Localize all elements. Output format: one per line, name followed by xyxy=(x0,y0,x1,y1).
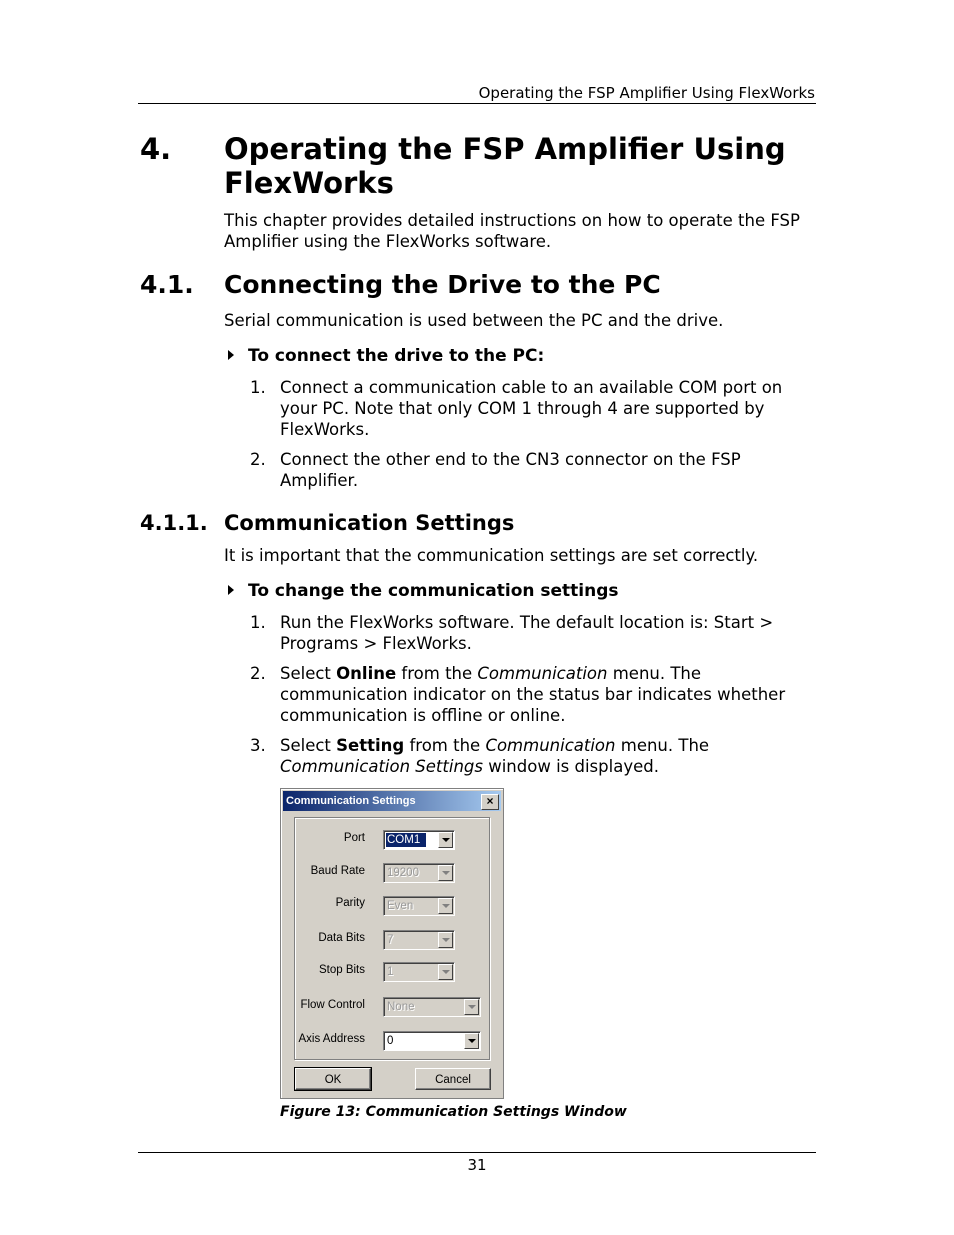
procedure-arrow-icon xyxy=(228,350,234,360)
figure-caption: Figure 13: Communication Settings Window xyxy=(280,1104,627,1120)
section-number: 4.1. xyxy=(140,270,194,299)
data-bits-select xyxy=(383,930,455,950)
step-number: 2. xyxy=(250,664,266,683)
settings-group-box xyxy=(294,817,490,1060)
flow-control-select xyxy=(383,997,481,1017)
data-bits-label: Data Bits xyxy=(318,932,365,944)
list-item xyxy=(250,449,810,491)
close-icon[interactable]: × xyxy=(481,794,499,810)
chevron-down-icon xyxy=(438,964,453,980)
data-bits-value: 7 xyxy=(387,934,394,946)
parity-label: Parity xyxy=(335,897,365,909)
stop-bits-select xyxy=(383,962,455,982)
list-item xyxy=(250,735,810,777)
chapter-title: Operating the FSP Amplifier Using FlexWorks xyxy=(224,132,786,200)
subsection-intro: It is important that the communication settings are set correctly. xyxy=(224,546,759,565)
dialog-title: Communication Settings xyxy=(286,795,416,807)
header-rule xyxy=(138,103,816,104)
section-intro: Serial communication is used between the PC and the drive. xyxy=(224,311,724,330)
subsection-title: Communication Settings xyxy=(224,511,515,535)
chapter-number: 4. xyxy=(140,132,172,166)
chevron-down-icon[interactable] xyxy=(464,1033,479,1049)
list-item xyxy=(250,663,810,726)
flow-control-label: Flow Control xyxy=(300,999,365,1011)
page-number: 31 xyxy=(467,1156,487,1174)
flow-control-value: None xyxy=(387,1001,415,1013)
parity-select xyxy=(383,896,455,916)
port-label: Port xyxy=(343,832,365,844)
dialog-title-bar xyxy=(283,791,501,811)
step-number: 1. xyxy=(250,378,266,397)
axis-address-select[interactable] xyxy=(383,1031,481,1051)
step-number: 1. xyxy=(250,613,266,632)
section-title: Connecting the Drive to the PC xyxy=(224,270,661,299)
procedure-title: To change the communication settings xyxy=(248,581,619,601)
step-text: Run the FlexWorks software. The default location is: Start > Programs > FlexWorks. xyxy=(280,613,774,653)
axis-address-value: 0 xyxy=(387,1035,394,1047)
stop-bits-value: 1 xyxy=(387,966,394,978)
chapter-intro: This chapter provides detailed instructions on how to operate the FSP Amplifier using the FlexWorks software. xyxy=(224,211,800,251)
chevron-down-icon[interactable] xyxy=(438,832,453,848)
running-header: Operating the FSP Amplifier Using FlexWorks xyxy=(478,84,815,102)
port-select[interactable] xyxy=(383,830,455,850)
chevron-down-icon xyxy=(438,932,453,948)
list-item xyxy=(250,612,810,654)
chevron-down-icon xyxy=(438,865,453,881)
baud-rate-value: 19200 xyxy=(387,867,419,879)
step-text: Connect the other end to the CN3 connector on the FSP Amplifier. xyxy=(280,450,741,490)
procedure-title: To connect the drive to the PC: xyxy=(248,346,545,366)
axis-address-label: Axis Address xyxy=(298,1033,365,1045)
list-item xyxy=(250,377,810,440)
ok-button[interactable]: OK xyxy=(295,1068,371,1090)
step-text: Select Online from the Communication menu. The communication indicator on the status bar indicates whether communication is offline or online. xyxy=(280,664,786,725)
step-number: 2. xyxy=(250,450,266,469)
procedure-heading xyxy=(228,581,619,601)
baud-rate-select xyxy=(383,863,455,883)
cancel-button[interactable]: Cancel xyxy=(415,1068,491,1090)
communication-settings-dialog xyxy=(280,788,504,1099)
footer-rule xyxy=(138,1152,816,1153)
procedure-heading xyxy=(228,346,544,366)
procedure-arrow-icon xyxy=(228,585,234,595)
baud-rate-label: Baud Rate xyxy=(310,865,365,877)
chevron-down-icon xyxy=(438,898,453,914)
step-text: Select Setting from the Communication menu. The Communication Settings window is displayed. xyxy=(280,736,710,776)
subsection-number: 4.1.1. xyxy=(140,511,208,535)
port-value: COM1 xyxy=(386,833,426,847)
step-number: 3. xyxy=(250,736,266,755)
stop-bits-label: Stop Bits xyxy=(318,964,365,976)
parity-value: Even xyxy=(387,900,414,912)
step-text: Connect a communication cable to an available COM port on your PC. Note that only COM 1 through 4 are supported by FlexWorks. xyxy=(280,378,783,439)
chevron-down-icon xyxy=(464,999,479,1015)
